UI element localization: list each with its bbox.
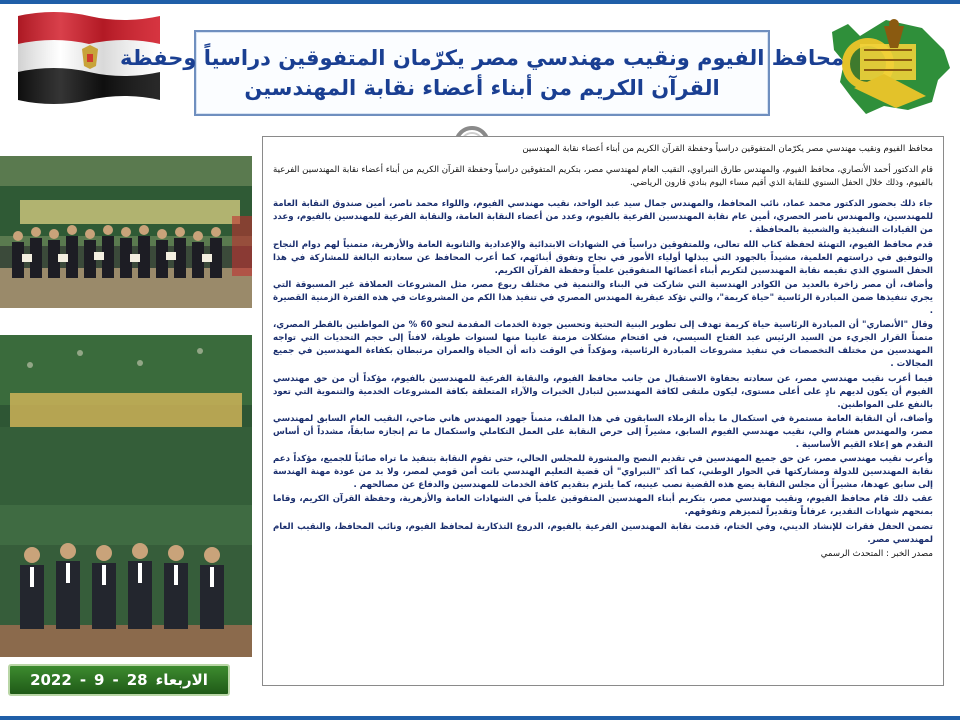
event-photo-officials xyxy=(0,505,252,657)
article-paragraph: تضمن الحفل فقرات للإنشاد الديني، وفي الختام، قدمت نقابة المهندسين الفرعية بالفيوم، الدروع التذكارية لمحافظ الفيوم، ونائب المحافظ، والنقيب العام لمهندسي مصر. xyxy=(273,521,933,545)
article-paragraph: عقب ذلك قام محافظ الفيوم، ونقيب مهندسي مصر، بتكريم أبناء المهندسين المتفوقين علمياً في الشهادات العامة والأزهرية، وحفظة القرآن الكريم، وقاما بمنحهم شهادات التقدير، عرفاناً وتقديراً لتميزهم وتفوقهم. xyxy=(273,494,933,518)
date-banner xyxy=(8,664,230,696)
date-day: الاربعاء xyxy=(155,671,208,689)
headline-line-1: محافظ الفيوم ونقيب مهندسي مصر يكرّمان المتفوقين دراسياً وحفظة xyxy=(119,46,845,70)
article-paragraph: وأضاف، أن النقابة العامة مستمرة في استكمال ما بدأه الزملاء السابقون في هذا الملف، متمناً جهود المهندس هاني ضاحي، النقيب العام السابق لمهندسي مصر، والمهندس هشام والي، نقيب مهندسي الفيوم السابق، مشيراً إلى حرص النقابة على العمل التكاملي واستكمال ما تم إنجازه سابقاً، مشدداً أن أساس التقدم هو إعلاء القيم الأساسية . xyxy=(273,413,933,450)
headline-box xyxy=(119,30,845,116)
article-paragraph: جاء ذلك بحضور الدكتور محمد عماد، نائب المحافظ، والمهندس جمال سيد عبد الواحد، نقيب مهندسي الفيوم، واللواء محمد ناصر، أمين صندوق النقابة العامة للمهندسين، والمهندس ناصر الحصري، أمين عام نقابة المهندسين الفرعية بالفيوم، وعدد من أعضاء النقابة العامة، والنقابة الفرعية للمهندسين بالفيوم، وعدد من القيادات التنفيذية والشعبية بالمحافظة . xyxy=(273,199,933,236)
date-sep1: - xyxy=(112,671,119,689)
date-m: 9 xyxy=(94,671,105,689)
page-frame-bottom xyxy=(0,716,960,720)
article-paragraph: وأعرب نقيب مهندسي مصر، عن حق جميع المهندسين في تقديم النصح والمشورة للمجلس الحالي، حتى تقوم النقابة بتنفيذ ما تراه صائباً للجميع، مؤكداً دعم نقابة المهندسين للدولة ومشاركتها في الحوار الوطني، كما أكد "النبراوي" أن قضية التعليم الهندسي باتت أمن قومي لمصر، ولا بد من عودة مهنة الهندسة إلى سابق عهدها، مشيراً أن مجلس النقابة يضع هذه القضية نصب عينيه، كما يلتزم بتقديم كافة الخدمات للمهندسين والدفاع عن مصالحهم . xyxy=(273,454,933,491)
article-paragraph: وقال "الأنصاري" أن المبادرة الرئاسية حياة كريمة تهدف إلى تطوير البنية التحتية وتحسين جودة الخدمات المقدمة لنحو 60 % من المواطنين بالقطر المصري، متمناً القرار الجريء من السيد الرئيس عبد الفتاح السيسي، في اقتحام مشكلات مزمنة عانينا منها لسنوات طويلة، لافتاً إلى حجم التحديات التي تواجه المهندسين من مختلف التخصصات في تنفيذ مشروعات المبادرة الرئاسية، ومؤكداً في الوقت ذاته أن الحياة والعمران مرتبطان بكفاءة المهندسين في جميع المجالات . xyxy=(273,320,933,370)
article-paragraph: قام الدكتور أحمد الأنصاري، محافظ الفيوم، والمهندس طارق النبراوي، النقيب العام لمهندسي مصر، بتكريم المتفوقين دراسياً وحفظة القرآن الكريم من أبناء أعضاء نقابة المهندسين الفرعية بالفيوم، وذلك خلال الحفل السنوي للنقابة الذي أقيم مساء اليوم بنادي قارون الرياضي. xyxy=(273,165,933,189)
article-body xyxy=(262,136,944,686)
article-paragraph: وأضاف، أن مصر زاخرة بالعديد من الكوادر الهندسية التي شاركت في البناء والتنمية في مختلف ربوع مصر، مثل المشروعات العملاقة غير المسبوقة التي يجري تنفيذها ضمن المبادرة الرئاسية "حياة كريمة"، والتي تؤكد عبقرية المهندس المصري في تنفيذ هذا الكم من المشروعات في هذه الفترة الزمنية القصيرة . xyxy=(273,279,933,317)
article-source: مصدر الخبر : المتحدث الرسمي xyxy=(820,548,933,559)
date-d: 28 xyxy=(126,671,148,689)
date-y: 2022 xyxy=(30,671,72,689)
page-frame-top xyxy=(0,0,960,4)
engineers-syndicate-logo xyxy=(826,10,956,120)
date-sep2: - xyxy=(79,671,87,689)
article-paragraph: فيما أعرب نقيب مهندسي مصر، عن سعادته بحفاوة الاستقبال من جانب محافظ الفيوم، والنقابة الفرعية للمهندسين بالفيوم، مؤكداً أن من حق مهندسي الفيوم أن يكون لديهم نادٍ على أعلى مستوى، ليكون ملتقى لكافة المهندسين لتبادل الخبرات والآراء المتعلقة بكافة المشروعات الخدمية والتنموية التي تعود بالنفع على المواطنين. xyxy=(273,373,933,410)
headline-line-2: القرآن الكريم من أبناء أعضاء نقابة المهندسين xyxy=(244,76,720,100)
event-photo-students xyxy=(0,156,252,308)
article-paragraph: قدم محافظ الفيوم، التهنئة لحفظة كتاب الله تعالى، وللمتفوقين دراسياً في الشهادات الابتدائية والإعدادية والثانوية العامة والأزهرية، متمنياً لهم دوام النجاح والتوفيق في دراستهم العلمية، مشيداً بالجهود التي يبذلها أولياء الأمور في نجاح وتفوق أبنائهم، كما أعرب المحافظ عن سعادته البالغة للمشاركة في هذا الحفل السنوي الذي تقيمه نقابة المهندسين لتكريم أبناء أعضائها المتفوقين علمياً وحفظة القرآن الكريم. xyxy=(273,239,933,276)
event-photo-banner xyxy=(0,335,252,522)
article-lead: محافظ الفيوم ونقيب مهندسي مصر يكرّمان المتفوقين دراسياً وحفظة القرآن الكريم من أبناء أعضاء نقابة المهندسين xyxy=(522,144,933,154)
